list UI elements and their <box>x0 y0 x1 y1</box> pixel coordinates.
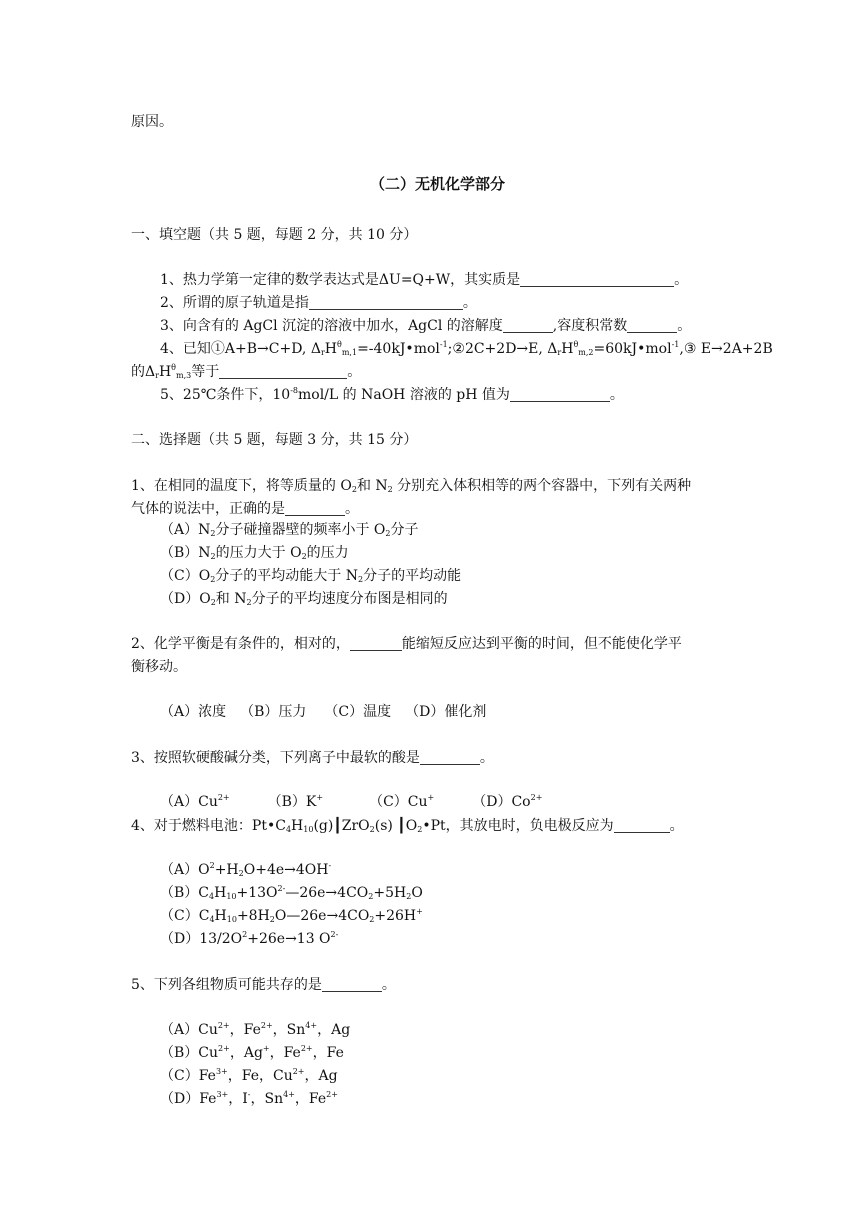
q2-option-b[interactable]: （B）压力 <box>240 704 307 720</box>
q3-option-b[interactable]: （B）K+ <box>267 793 324 810</box>
choice-question-2-line2: 衡移动。 <box>131 659 187 675</box>
q1-option-b[interactable]: $(B)N_2$的压力大于 $O_2$的压力 <box>160 545 349 561</box>
q4-option-c[interactable]: $(C)C_4H_{10}+8H_2O—26e\to 4CO_2+26H^+$ <box>160 907 423 924</box>
section-title: （二）无机化学部分 <box>370 175 506 193</box>
fill-question-2: 2、所谓的原子轨道是指 。 <box>160 295 477 311</box>
fill-question-4-line2: 的$\Delta_rH^\theta_{m,3}$等于 。 <box>131 363 362 380</box>
fill-question-3: 3、向含有的 AgCl 沉淀的溶液中加水，AgCl 的溶解度 ,容度积常数 。 <box>160 318 692 334</box>
choice-question-4: 4、对于燃料电池：$Pt•C_4H_{10}(g)┃ZrO_2(s)$ $┃O_2•Pt$，其放电时，负电极反应为 。 <box>131 818 684 834</box>
answer-blank[interactable] <box>503 318 553 333</box>
answer-blank[interactable] <box>309 295 463 310</box>
q3-option-c[interactable]: （C）Cu+ <box>369 793 435 810</box>
q2-option-a[interactable]: （A）浓度 <box>160 704 227 720</box>
q4-option-d[interactable]: $(D)13/2O^2+26e\to 13$ $O^{2-}$ <box>160 930 339 947</box>
q1-option-d[interactable]: $(D)O_2$和 $N_2$分子的平均速度分布图是相同的 <box>160 591 448 607</box>
q2-options <box>160 702 486 722</box>
part2-heading: 二、选择题（共 5 题，每题 3 分，共 15 分） <box>131 432 418 448</box>
choice-question-1-line2: 气体的说法中，正确的是 。 <box>131 501 359 517</box>
q1-option-c[interactable]: $(C)O_2$分子的平均动能大于 $N_2$分子的平均动能 <box>160 568 462 584</box>
q1-option-a[interactable]: $(A)N_2$分子碰撞器壁的频率小于 $O_2$分子 <box>160 522 419 538</box>
answer-blank[interactable] <box>322 977 382 992</box>
fill-question-1: 1、热力学第一定律的数学表达式是ΔU=Q+W，其实质是 。 <box>160 272 689 288</box>
q3-option-d[interactable]: $(D)Co^{2+}$ <box>472 793 543 810</box>
q2-option-c[interactable]: （C）温度 <box>324 704 392 720</box>
answer-blank[interactable] <box>285 501 345 516</box>
fill-question-5: 5、25℃条件下，$10^{-8}mol/L$ 的 NaOH 溶液的 pH 值为 。 <box>160 386 624 403</box>
choice-question-1-line1: 1、在相同的温度下，将等质量的 $O_2$和 $N_2$ 分别充入体积相等的两个容器中，下列有关两种 <box>131 478 692 494</box>
answer-blank[interactable] <box>627 318 677 333</box>
q5-option-d[interactable]: $(D)Fe^{3+}$，I-，$Sn^{4+}$，$Fe^{2+}$ <box>160 1090 338 1107</box>
answer-blank[interactable] <box>520 272 674 287</box>
answer-blank[interactable] <box>420 750 480 765</box>
part1-heading: 一、填空题（共 5 题，每题 2 分，共 10 分） <box>131 227 418 243</box>
answer-blank[interactable] <box>350 636 402 651</box>
answer-blank[interactable] <box>614 818 670 833</box>
choice-question-3: 3、按照软硬酸碱分类，下列离子中最软的酸是 。 <box>131 750 494 766</box>
q3-options <box>160 792 542 812</box>
choice-question-2-line1: 2、化学平衡是有条件的，相对的， 能缩短反应达到平衡的时间，但不能使化学平 <box>131 636 682 652</box>
answer-blank[interactable] <box>510 387 610 402</box>
q5-option-b[interactable]: $(B)Cu^{2+}$，Ag+，$Fe^{2+}$，Fe <box>160 1044 344 1061</box>
answer-blank[interactable] <box>219 364 347 379</box>
fill-question-4-line1: 4、已知①A+B→C+D, $\Delta_rH^\theta_{m,1}=-40kJ•mol^{-1};②2C+2D\to E$, $\Delta_rH^\theta_{m,2}=60kJ•mol^{-1},③$ E→2A+2B <box>160 340 773 357</box>
choice-question-5: 5、下列各组物质可能共存的是 。 <box>131 977 396 993</box>
q4-option-a[interactable]: $(A)O^2+H_2O+4e\to 4OH^-$ <box>160 861 332 878</box>
previous-text-tail: 原因。 <box>131 114 173 130</box>
q2-option-d[interactable]: （D）催化剂 <box>405 704 487 720</box>
q4-option-b[interactable]: $(B)C_4H_{10}+13O^{2-}—26e\to 4CO_2+5H_2O$ <box>160 884 423 901</box>
q3-option-a[interactable]: $(A)Cu^{2+}$ <box>160 793 230 810</box>
q5-option-a[interactable]: $(A)Cu^{2+}$，$Fe^{2+}$，$Sn^{4+}$，Ag <box>160 1021 351 1038</box>
q5-option-c[interactable]: $(C)Fe^{3+}$，Fe，$Cu^{2+}$，Ag <box>160 1067 338 1084</box>
